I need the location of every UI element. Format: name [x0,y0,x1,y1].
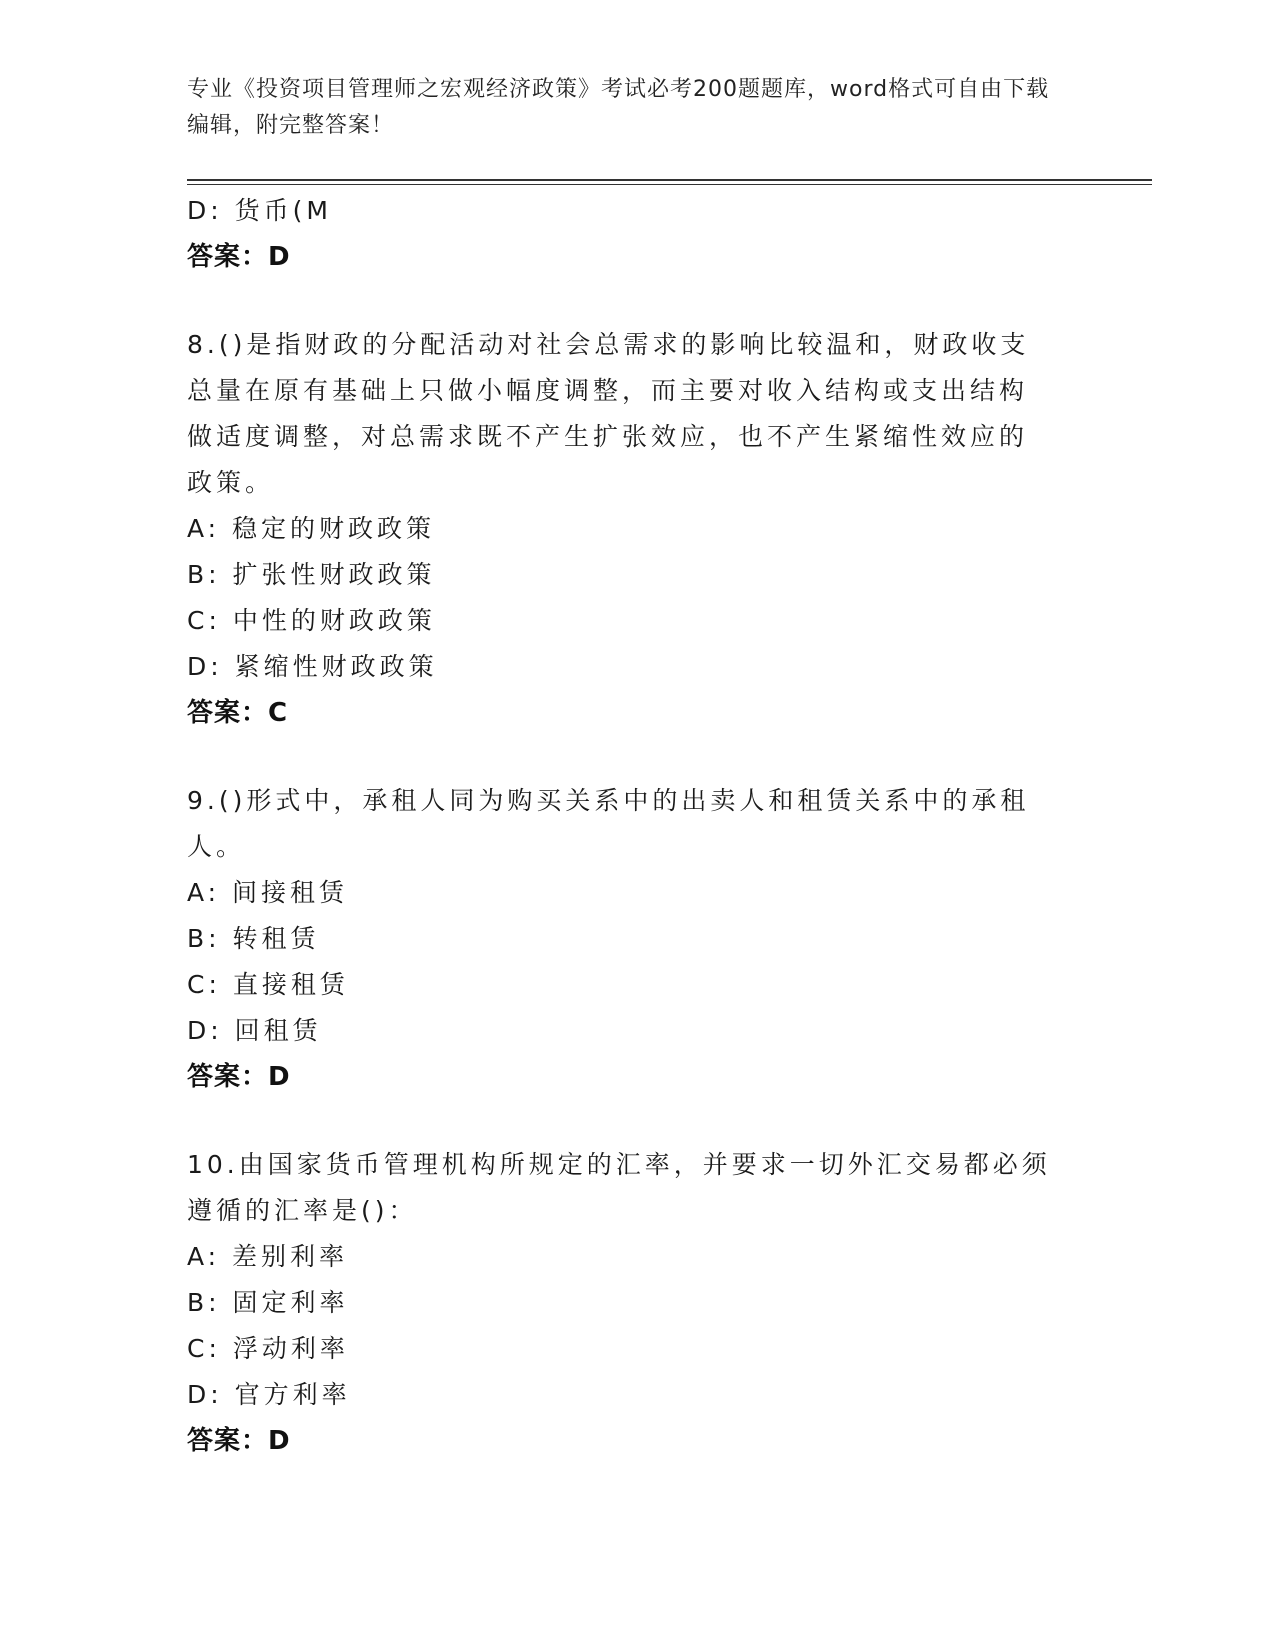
option-a: A: 稳定的财政政策 [187,514,436,543]
option-b: B: 扩张性财政政策 [187,560,436,589]
question-spacer [187,736,1087,778]
question-10 [187,1142,1087,1464]
option-d: D: 货币(M [187,196,332,225]
question-spacer [187,280,1087,322]
option-a: A: 间接租赁 [187,878,349,907]
option-c: C: 浮动利率 [187,1334,349,1363]
option-d: D: 回租赁 [187,1016,322,1045]
question-content [187,188,1087,1464]
option-a: A: 差别利率 [187,1242,349,1271]
question-9 [187,778,1087,1100]
header-divider-thin [187,184,1152,185]
answer-line: 答案：C [187,698,289,728]
option-c: C: 直接租赁 [187,970,349,999]
option-b: B: 固定利率 [187,1288,349,1317]
question-stem: 8.()是指财政的分配活动对社会总需求的影响比较温和，财政收支总量在原有基础上只做小幅度调整，而主要对收入结构或支出结构做适度调整，对总需求既不产生扩张效应，也不产生紧缩性效应的政策。 [187,330,1030,497]
option-d: D: 紧缩性财政政策 [187,652,438,681]
question-8 [187,322,1087,736]
question-stem: 9.()形式中，承租人同为购买关系中的出卖人和租赁关系中的承租人。 [187,786,1030,861]
header-divider-thick [187,179,1152,181]
answer-line: 答案：D [187,1062,291,1092]
answer-line: 答案：D [187,242,291,272]
question-stem: 10.由国家货币管理机构所规定的汇率，并要求一切外汇交易都必须遵循的汇率是()： [187,1150,1051,1225]
option-b: B: 转租赁 [187,924,320,953]
question-spacer [187,1100,1087,1142]
previous-question-tail [187,188,1087,280]
document-header: 专业《投资项目管理师之宏观经济政策》考试必考200题题库，word格式可自由下载编辑，附完整答案！ [187,77,1050,138]
option-c: C: 中性的财政政策 [187,606,436,635]
option-d: D: 官方利率 [187,1380,351,1409]
answer-line: 答案：D [187,1426,291,1456]
